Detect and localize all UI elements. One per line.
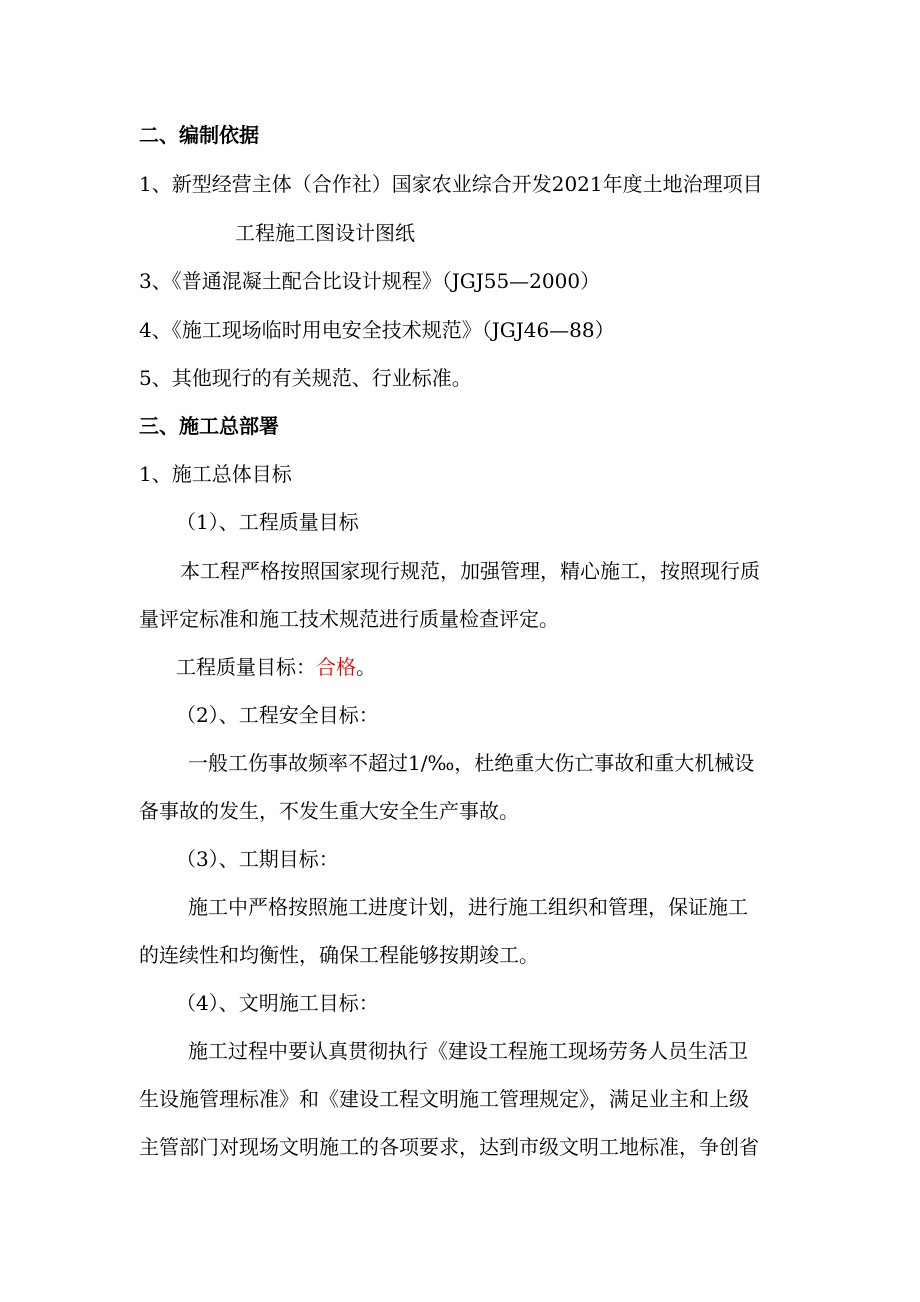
basis-item-3: 3、《普通混凝土配合比设计规程》（JGJ55—2000） [139, 269, 601, 293]
civilized-paragraph-line-2: 生设施管理标准》和《建设工程文明施工管理规定》，满足业主和上级 [139, 1087, 749, 1111]
civilized-paragraph-line-1: 施工过程中要认真贯彻执行《建设工程施工现场劳务人员生活卫 [188, 1039, 748, 1063]
basis-item-1-line-1: 1、新型经营主体（合作社）国家农业综合开发2021年度土地治理项目 [139, 172, 763, 196]
quality-goal-value: 合格 [316, 655, 356, 679]
section-2-heading: 二、编制依据 [139, 123, 259, 147]
overall-goal-subheading: 1、施工总体目标 [139, 462, 292, 486]
safety-paragraph-line-1: 一般工伤事故频率不超过1/‰，杜绝重大伤亡事故和重大机械设 [188, 751, 755, 775]
quality-goal-line [176, 653, 376, 681]
civilized-goal-title: （4）、文明施工目标： [176, 991, 379, 1015]
schedule-goal-title: （3）、工期目标： [176, 847, 339, 871]
quality-paragraph-line-2: 量评定标准和施工技术规范进行质量检查评定。 [139, 607, 559, 631]
quality-goal-title: （1）、工程质量目标 [176, 510, 359, 534]
schedule-paragraph-line-2: 的连续性和均衡性，确保工程能够按期竣工。 [139, 943, 539, 967]
quality-goal-label: 工程质量目标： [176, 655, 316, 679]
safety-goal-title: （2）、工程安全目标： [176, 703, 379, 727]
safety-paragraph-line-2: 备事故的发生，不发生重大安全生产事故。 [139, 799, 519, 823]
section-3-heading: 三、施工总部署 [139, 414, 279, 438]
basis-item-1-line-2: 工程施工图设计图纸 [235, 221, 415, 245]
quality-goal-end: 。 [356, 655, 376, 679]
quality-paragraph-line-1: 本工程严格按照国家现行规范，加强管理，精心施工，按照现行质 [180, 559, 760, 583]
schedule-paragraph-line-1: 施工中严格按照施工进度计划，进行施工组织和管理，保证施工 [188, 895, 748, 919]
basis-item-4: 4、《施工现场临时用电安全技术规范》（JGJ46—88） [139, 318, 615, 342]
civilized-paragraph-line-3: 主管部门对现场文明施工的各项要求，达到市级文明工地标准，争创省 [139, 1135, 759, 1159]
basis-item-5: 5、其他现行的有关规范、行业标准。 [139, 366, 472, 390]
